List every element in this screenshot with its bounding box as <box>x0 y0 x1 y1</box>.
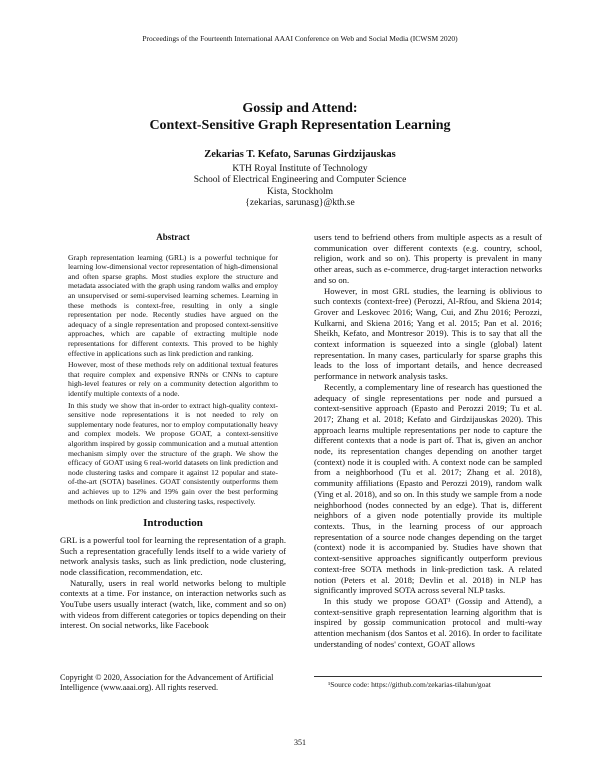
abstract-paragraph: Graph representation learning (GRL) is a powerful technique for learning low-dimensional vector representation of high-dimensional and often sparse graphs. Most studies explore the structure and metadata associated with the graph using random walks and employ an unsupervised or semi-supervised learning schemes. Learning in these methods is context-free, resulting in only a single representation per node. Recently studies have argued on the adequacy of a single representation and proposed context-sensitive approaches, which are capable of extracting multiple node representations for different contexts. This proved to be highly effective in applications such as link prediction and ranking. <box>68 252 278 358</box>
abstract <box>60 253 286 506</box>
abstract-heading: Abstract <box>156 232 190 242</box>
body-paragraph: Recently, a complementary line of research has questioned the adequacy of single representations per node and pursued a context-sensitive approach (Epasto and Perozzi 2019; Tu et al. 2017; Zhang et al. 2018; Kefato and Girdzijauskas 2020). This approach learns multiple representations per node to capture the different contexts that a node is part of. That is, given an anchor node, its representation changes depending on another target (context) node it is coupled with. A context node can be sampled from a neighborhood (Tu et al. 2017; Zhang et al. 2018), community affiliations (Epasto and Perozzi 2019), random walk (Ying et al. 2018), and so on. In this study we sample from a node neighborhood (nodes connected by an edge). That is, different neighbors of a given node potentially provide its multiple contexts. Thus, in the learning process of our approach representation of a source node changes depending on the target (context) node it is accompanied by. Studies have shown that context-sensitive approaches significantly outperform previous context-free SOTA methods in link-prediction task. A related notion (Peters et al. 2018; Devlin et al. 2018) in NLP has significantly improved SOTA across several NLP tasks. <box>314 381 542 596</box>
author-emails: {zekarias, sarunasg}@kth.se <box>245 198 355 209</box>
footnote-text: ¹Source code: https://github.com/zekarias-tilahun/goat <box>328 680 491 689</box>
title-line-1: Gossip and Attend: <box>242 101 358 116</box>
abstract-paragraph: However, most of these methods rely on additional textual features that require complex and expensive RNNs or CNNs to capture high-level features or rely on a community detection algorithm to identify multiple contexts of a node. <box>68 360 278 399</box>
introduction-right <box>314 232 542 649</box>
body-paragraph: users tend to befriend others from multiple aspects as a result of communication over different contexts (e.g. country, school, religion, work and so on). This property is prevalent in many other areas, such as e-commerce, drug-target interaction networks and so on. <box>314 232 542 285</box>
body-paragraph: However, in most GRL studies, the learning is oblivious to such contexts (context-free) (Perozzi, Al-Rfou, and Skiena 2014; Grover and Leskovec 2016; Wang, Cui, and Zhu 2016; Perozzi, Kulkarni, and Skiena 2016; Yang et al. 2015; Pan et al. 2016; Sheikh, Kefato, and Montresor 2019). This is to say that all the context information is squeezed into a single (global) latent representation. In many cases, particularly for sparse graphs this leads to the loss of important details, and hence decreased performance in network analysis tasks. <box>314 285 542 382</box>
right-column <box>314 232 542 649</box>
abstract-paragraph: In this study we show that in-order to extract high-quality context-sensitive node representations it is not needed to rely on supplementary node features, nor to employ computationally heavy and complex models. We propose GOAT, a context-sensitive algorithm inspired by gossip communication and a mutual attention mechanism simply over the structure of the graph. We show the efficacy of GOAT using 6 real-world datasets on link prediction and node clustering tasks and compare it against 12 popular and state-of-the-art (SOTA) baselines. GOAT consistently outperforms them and achieves up to 12% and 19% gain over the best performing methods on link prediction and clustering tasks, respectively. <box>68 400 278 506</box>
footnote <box>314 676 542 689</box>
affiliation <box>0 164 600 210</box>
affiliation-line: KTH Royal Institute of Technology <box>232 164 368 174</box>
left-column <box>60 232 286 631</box>
page-number: 351 <box>294 738 306 747</box>
introduction-left <box>60 535 286 631</box>
introduction-heading: Introduction <box>143 517 203 530</box>
affiliation-line: Kista, Stockholm <box>267 186 333 197</box>
body-paragraph: GRL is a powerful tool for learning the representation of a graph. Such a representation gracefully lends itself to a wide variety of network analysis tasks, such as link prediction, node clustering, node classification, recommendation, etc. <box>60 534 286 577</box>
body-paragraph: Naturally, users in real world networks belong to multiple contexts at a time. For instance, on interaction networks such as YouTube users usually interact (watch, like, comment and so on) with videos from different categories or topics depending on their interest. On social networks, like Facebook <box>60 577 286 631</box>
proceedings-header: Proceedings of the Fourteenth International AAAI Conference on Web and Social Media (ICWSM 2020) <box>142 34 458 43</box>
body-paragraph: In this study we propose GOAT¹ (Gossip and Attend), a context-sensitive graph representation learning algorithm that is inspired by gossip communication protocol and multi-way attention mechanism (dos Santos et al. 2016). In order to facilitate understanding of nodes' context, GOAT allows <box>314 595 542 649</box>
paper-title <box>0 100 600 134</box>
title-line-2: Context-Sensitive Graph Representation Learning <box>149 118 451 133</box>
copyright-notice: Copyright © 2020, Association for the Advancement of Artificial Intelligence (www.aaai.org). All rights reserved. <box>60 673 274 692</box>
authors: Zekarias T. Kefato, Sarunas Girdzijauskas <box>204 149 396 160</box>
affiliation-line: School of Electrical Engineering and Computer Science <box>193 175 407 186</box>
